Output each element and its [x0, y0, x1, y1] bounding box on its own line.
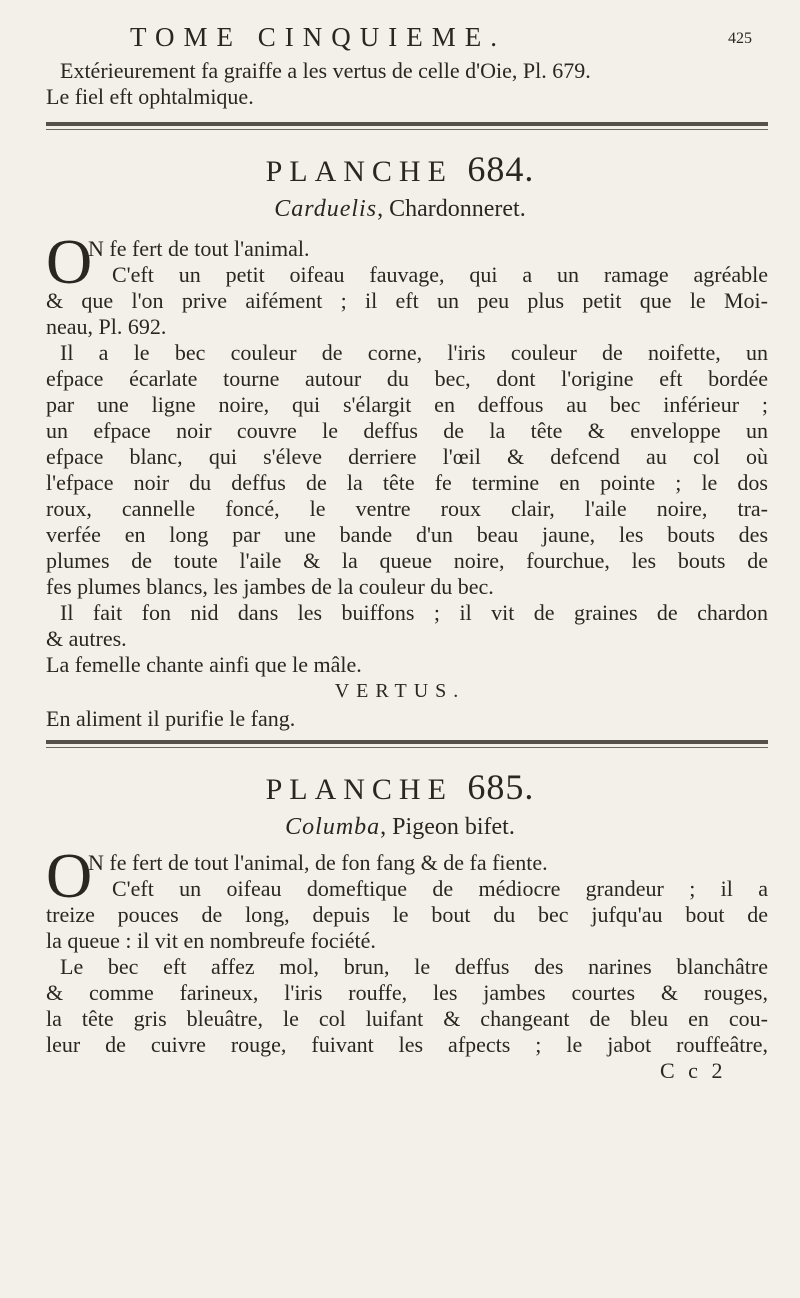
- text-line: plumes de toute l'aile & la queue noire, fourchue, les bouts de: [46, 548, 768, 573]
- plate-684-subtitle: [0, 196, 800, 223]
- plate-label: PLANCHE: [265, 155, 453, 188]
- text-line: & autres.: [46, 626, 127, 651]
- drop-cap: O: [46, 840, 93, 911]
- text-line: & que l'on prive aifément ; il eft un peu plus petit que le Moi-: [46, 288, 768, 313]
- plate-684-intro: [88, 236, 768, 288]
- text-line: efpace blanc, qui s'éleve derriere l'œil & defcend au col où: [46, 444, 768, 469]
- text-line: La femelle chante ainfi que le mâle.: [46, 652, 362, 677]
- text-line: treize pouces de long, depuis le bout du bec jufqu'au bout de: [46, 902, 768, 927]
- drop-cap: O: [46, 226, 93, 297]
- common-name: , Chardonneret.: [377, 196, 526, 222]
- text-line: C'eft un oifeau domeftique de médiocre grandeur ; il a: [112, 876, 768, 901]
- plate-685-body: [46, 902, 768, 1058]
- carryover-text: [46, 58, 768, 110]
- text-line: la queue : il vit en nombreufe fociété.: [46, 928, 376, 953]
- section-rule: [46, 122, 768, 126]
- vertus-heading: VERTUS.: [334, 680, 466, 702]
- plate-number: 684.: [467, 149, 535, 189]
- section-rule-thin: [46, 129, 768, 130]
- text-line: verfée en long par une bande d'un beau jaune, les bouts des: [46, 522, 768, 547]
- text-line: C'eft un petit oifeau fauvage, qui a un ramage agréable: [112, 262, 768, 287]
- latin-name: Carduelis: [274, 196, 378, 222]
- signature-mark: C c 2: [660, 1058, 727, 1083]
- text-line: Il fait fon nid dans les buiffons ; il vit de graines de chardon: [60, 600, 768, 625]
- text-line: Le fiel eft ophtalmique.: [46, 84, 254, 109]
- latin-name: Columba: [285, 814, 381, 840]
- text-line: par une ligne noire, qui s'élargit en deffous au bec inférieur ;: [46, 392, 768, 417]
- text-line: neau, Pl. 692.: [46, 314, 167, 339]
- vertus-text-block: [46, 706, 768, 732]
- text-line: roux, cannelle foncé, le ventre roux clair, l'aile noire, tra-: [46, 496, 768, 521]
- text-line: leur de cuivre rouge, fuivant les afpects ; le jabot rouffeâtre,: [46, 1032, 768, 1057]
- text-line: Le bec eft affez mol, brun, le deffus des narines blanchâtre: [60, 954, 768, 979]
- running-head: TOME CINQUIEME.: [130, 22, 506, 52]
- plate-label: PLANCHE: [265, 773, 453, 806]
- plate-684-body: [46, 288, 768, 678]
- text-line: N fe fert de tout l'animal, de fon fang & de fa fiente.: [88, 850, 548, 875]
- text-line: Il a le bec couleur de corne, l'iris couleur de noifette, un: [60, 340, 768, 365]
- common-name: , Pigeon bifet.: [380, 814, 515, 840]
- page-number: 425: [728, 30, 752, 47]
- plate-685-subtitle: [0, 814, 800, 841]
- text-line: fes plumes blancs, les jambes de la couleur du bec.: [46, 574, 494, 599]
- section-rule: [46, 740, 768, 744]
- text-line: un efpace noir couvre le deffus de la tête & enveloppe un: [46, 418, 768, 443]
- plate-685-title: [0, 766, 800, 808]
- section-rule-thin: [46, 747, 768, 748]
- text-line: l'efpace noir du deffus de la tête fe termine en pointe ; le dos: [46, 470, 768, 495]
- text-line: la tête gris bleuâtre, le col luifant & changeant de bleu en cou-: [46, 1006, 768, 1031]
- text-line: & comme farineux, l'iris rouffe, les jambes courtes & rouges,: [46, 980, 768, 1005]
- text-line: Extérieurement fa graiffe a les vertus de celle d'Oie, Pl. 679.: [60, 58, 591, 83]
- plate-number: 685.: [467, 767, 535, 807]
- text-line: efpace écarlate tourne autour du bec, dont l'origine eft bordée: [46, 366, 768, 391]
- vertus-text: En aliment il purifie le fang.: [46, 706, 296, 731]
- text-line: N fe fert de tout l'animal.: [88, 236, 310, 261]
- plate-684-title: [0, 148, 800, 190]
- plate-685-intro: [88, 850, 768, 902]
